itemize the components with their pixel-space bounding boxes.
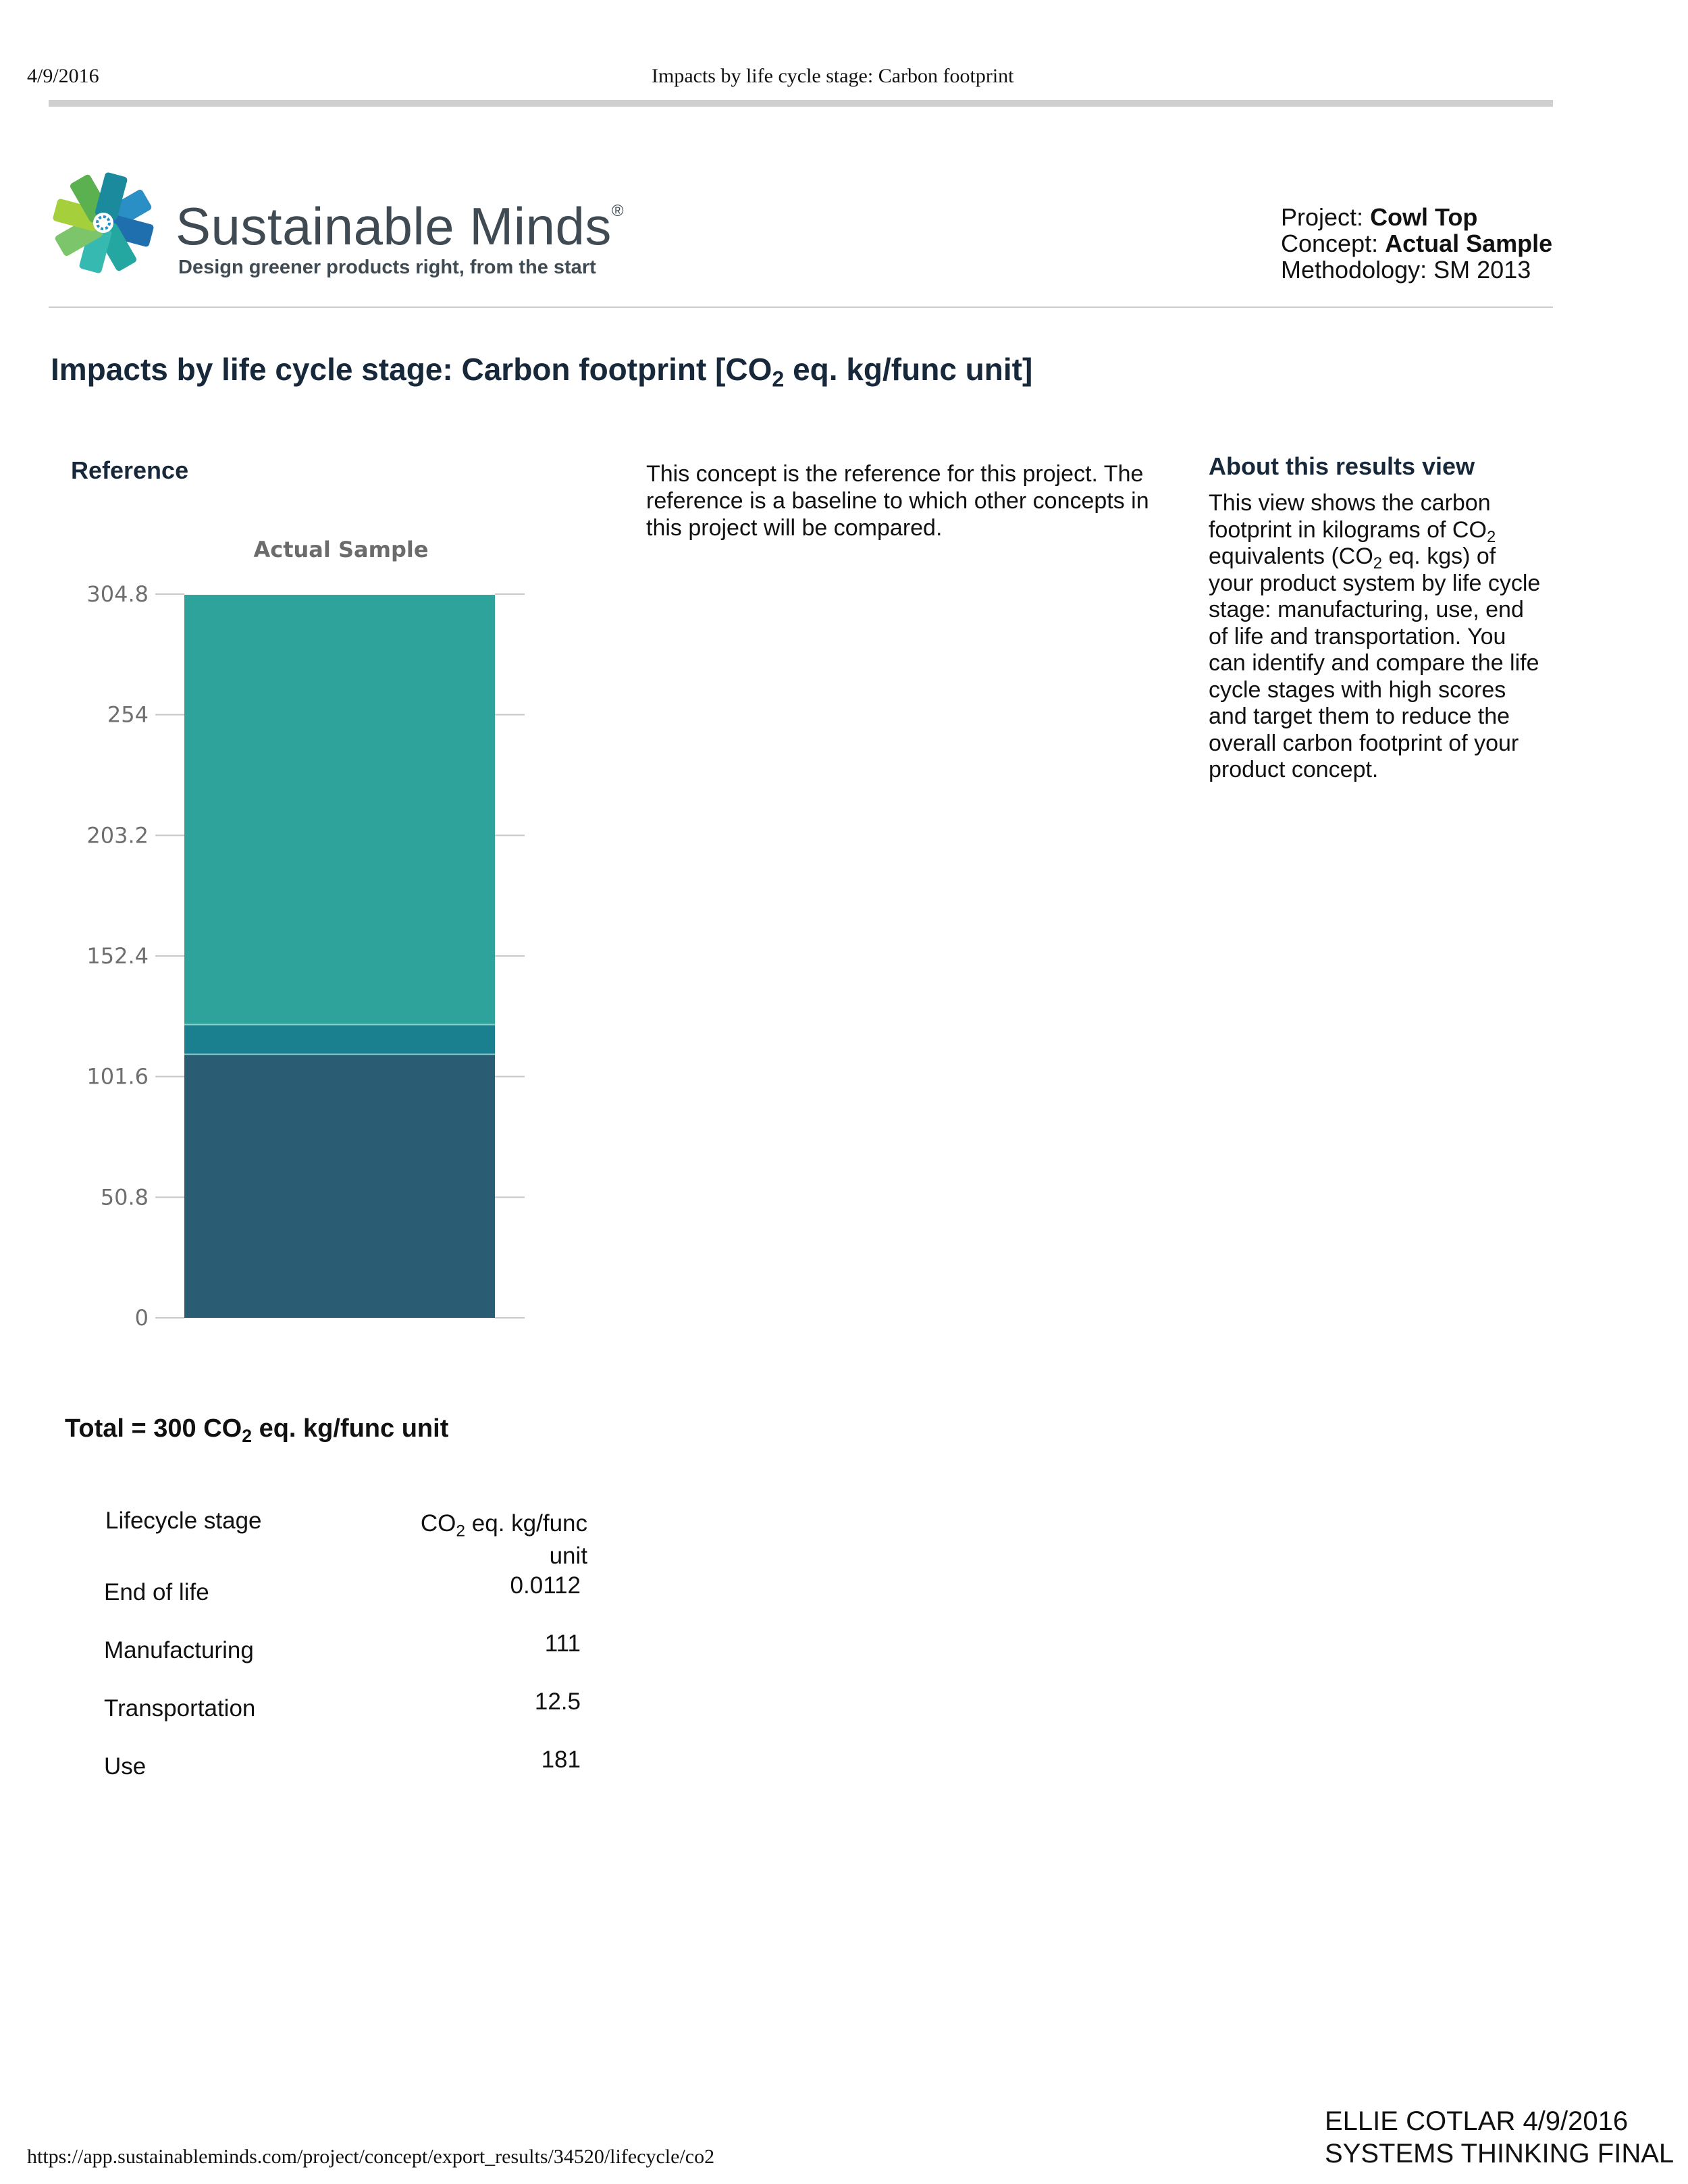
value-cell: 0.0112: [510, 1572, 581, 1599]
total-value: [65, 1414, 449, 1446]
stage-column-header: Lifecycle stage: [105, 1508, 262, 1534]
project-line: [1281, 204, 1552, 230]
y-tick-label: 254: [107, 701, 149, 728]
value-cell: 111: [544, 1630, 581, 1657]
lifecycle-stacked-bar-chart: [64, 533, 537, 1343]
about-text-part-3: eq. kgs) of your product system by life cycle stage: manufacturing, use, end of life and transportation. You can identify and compare the life cycle stages with high scores and target them to reduce the overall carbon footprint of your product concept.: [1209, 543, 1541, 782]
table-row: [101, 1688, 587, 1747]
concept-label: Concept:: [1281, 230, 1379, 257]
value-header-subscript: 2: [456, 1522, 466, 1541]
table-row: [101, 1572, 587, 1630]
logo-name-text: Sustainable Minds: [176, 196, 612, 256]
y-tick-label: 0: [134, 1305, 149, 1331]
footer-url: https://app.sustainableminds.com/project/concept/export_results/34520/lifecycle/co2: [27, 2146, 715, 2168]
about-text: [1209, 490, 1546, 784]
stage-cell: Manufacturing: [104, 1637, 254, 1663]
value-cell: 181: [541, 1747, 581, 1773]
reference-note: This concept is the reference for this project. The reference is a baseline to which other concepts in this project will be compared.: [646, 461, 1149, 541]
stage-cell: Transportation: [104, 1695, 256, 1722]
logo-tagline: Design greener products right, from the start: [178, 257, 596, 278]
concept-line: [1281, 230, 1552, 257]
concept-value: Actual Sample: [1385, 230, 1553, 257]
bar-segment-use: [184, 595, 495, 1025]
signature-line-2: SYSTEMS THINKING FINAL: [1325, 2139, 1674, 2168]
page-title-subscript: 2: [772, 367, 785, 392]
about-text-part-2: equivalents (CO: [1209, 543, 1373, 569]
table-row: [101, 1747, 587, 1805]
about-subscript-1: 2: [1486, 527, 1496, 546]
lifecycle-stage-table: [101, 1508, 587, 1805]
bar-segment-transportation: [184, 1025, 495, 1055]
total-text: Total = 300 CO: [65, 1414, 242, 1443]
total-unit: eq. kg/func unit: [252, 1414, 449, 1443]
y-tick-label: 101.6: [86, 1063, 149, 1090]
project-label: Project:: [1281, 203, 1364, 231]
project-value: Cowl Top: [1370, 203, 1478, 231]
logo-wordmark: [176, 196, 624, 257]
about-text-part-1: This view shows the carbon footprint in kilograms of CO: [1209, 490, 1491, 543]
sustainable-minds-logo: [46, 163, 625, 285]
value-header-line2: unit: [549, 1543, 587, 1569]
value-header-unit: eq. kg/func: [465, 1510, 587, 1537]
table-header-row: [101, 1508, 587, 1572]
signature-line-1: ELLIE COTLAR 4/9/2016: [1325, 2106, 1629, 2136]
page-title-text: Impacts by life cycle stage: Carbon footprint [CO: [51, 352, 772, 387]
methodology-line: [1281, 257, 1552, 283]
page-title-unit: eq. kg/func unit]: [784, 352, 1033, 387]
methodology-value: SM 2013: [1433, 256, 1531, 284]
methodology-label: Methodology:: [1281, 256, 1427, 284]
reference-heading: Reference: [71, 456, 189, 484]
top-rule: [49, 100, 1553, 107]
y-tick-label: 203.2: [86, 822, 149, 849]
table-row: [101, 1630, 587, 1688]
value-header-text: CO: [420, 1510, 456, 1537]
about-heading: About this results view: [1209, 452, 1475, 480]
print-date: 4/9/2016: [27, 65, 99, 87]
project-info: [1281, 204, 1552, 283]
bar-stack: [184, 595, 495, 1318]
y-tick-label: 152.4: [86, 943, 149, 969]
header-rule: [49, 307, 1553, 308]
print-title: Impacts by life cycle stage: Carbon footprint: [652, 65, 1014, 87]
value-column-header: [398, 1508, 587, 1572]
total-subscript: 2: [242, 1425, 253, 1446]
value-cell: 12.5: [534, 1688, 581, 1715]
signature-block: [1325, 2105, 1674, 2170]
y-tick-label: 304.8: [86, 581, 149, 607]
registered-mark: ®: [611, 202, 625, 220]
stage-cell: Use: [104, 1753, 147, 1780]
chart-title: Actual Sample: [253, 537, 429, 562]
stage-cell: End of life: [104, 1579, 209, 1605]
about-subscript-2: 2: [1373, 554, 1383, 573]
y-tick-label: 50.8: [100, 1184, 149, 1210]
page-title: [51, 351, 1033, 392]
bar-segment-manufacturing: [184, 1055, 495, 1318]
pinwheel-logo-icon: [46, 163, 167, 285]
